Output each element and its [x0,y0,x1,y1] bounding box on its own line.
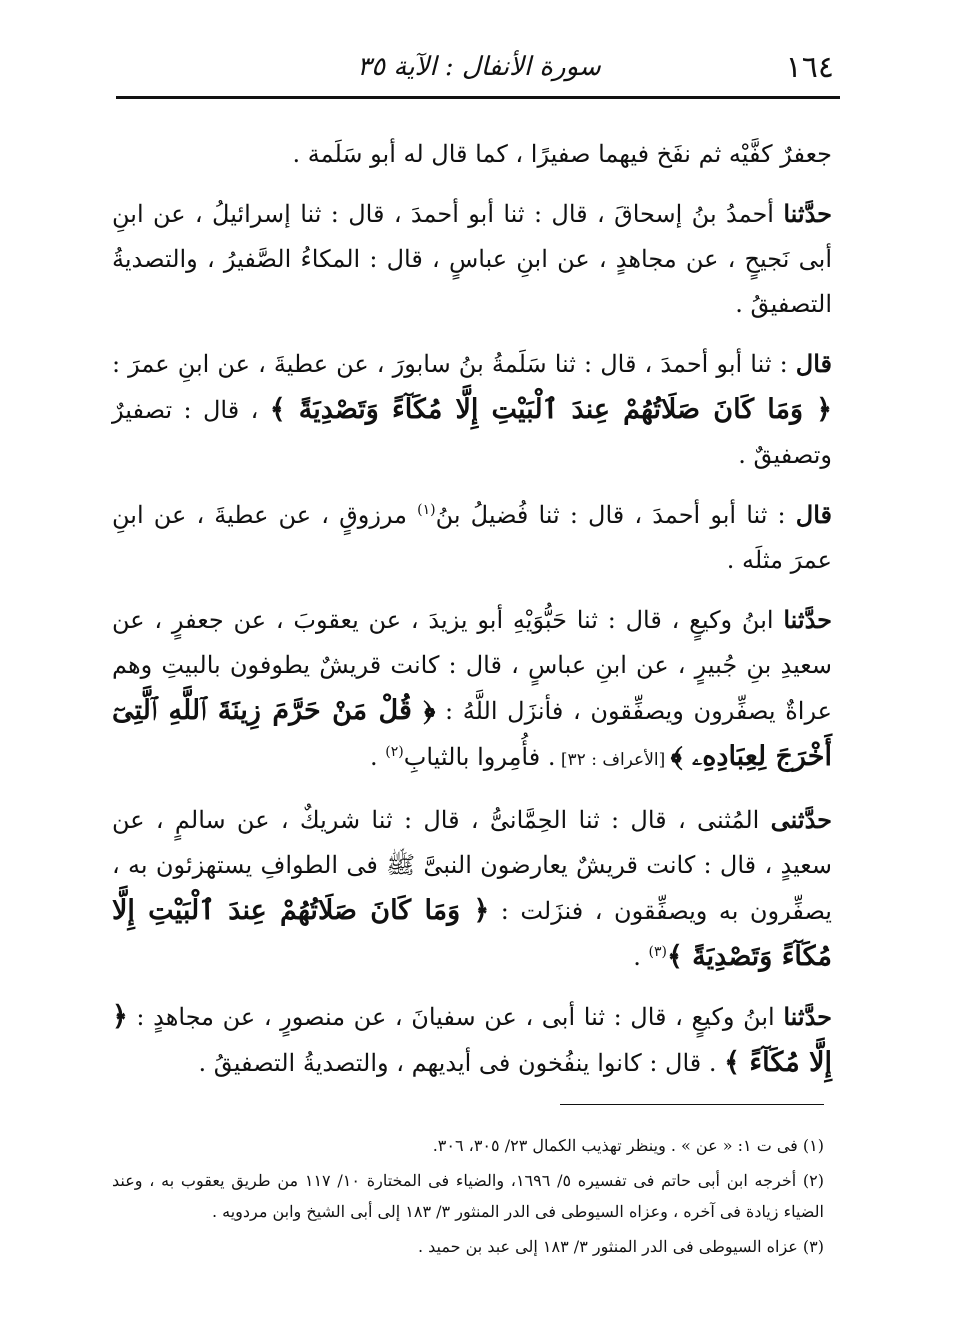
footnote-ref[interactable]: (١) [417,502,436,518]
paragraph-4 [112,492,832,583]
paragraph-3 [112,341,832,478]
paragraph-6 [112,797,832,980]
narration-lead: قال [795,500,832,529]
paragraph-text: المُثنى ، قال : ثنا الحِمَّانىُّ ، قال : ثنا شريكٌ ، عن سالمٍ ، عن سعيدٍ ، قال : كانت قريشٌ يعارضون النبىَّ ﷺ فى الطوافِ يستهزئون به ، يصفِّرون به ويصفِّقون ، فنزَلت : [112,806,832,925]
header-divider [116,96,840,99]
page-header [118,44,840,96]
paragraph-text: : ثنا أبو أحمدَ ، قال : ثنا سَلَمةُ بنُ سابورَ ، عن عطيةَ ، عن ابنِ عمرَ : [112,350,796,378]
paragraph-5 [112,597,832,783]
narration-lead: حدَّثنا [783,605,832,634]
paragraph-text: . قال : كانوا ينفُخون فى أيديهم ، والتصديةُ التصفيقُ . [198,1049,725,1077]
main-text [112,132,832,1100]
footnotes [112,1130,824,1266]
narration-lead: حدَّثنا [783,1002,832,1031]
footnote-1: (١) فى ت ١: « عن » . وينظر تهذيب الكمال ٢٣/ ٣٠٥، ٣٠٦. [432,1136,824,1155]
paragraph-1 [112,132,832,177]
narration-lead: حدَّثنا [783,199,833,228]
footnote-ref[interactable]: (٢) [385,744,404,760]
paragraph-text: . [633,943,649,971]
quran-verse: ﴿ قُلْ مَنْ حَرَّمَ زِينَةَ ٱللَّهِ ٱلَّتِىٓ أَخْرَجَ لِعِبَادِهِۦ ﴾ [112,695,832,772]
surah-reference: [الأعراف : ٣٢] [555,750,671,770]
footnote-3: (٣) عزاه السيوطى فى الدر المنثور ٣/ ١٨٣ إلى عبد بن حميد . [417,1237,824,1256]
paragraph-text: جعفرٌ كفَّيْه ثم نفَخ فيهما صفيرًا ، كما قال له أبو سَلَمة . [292,140,832,168]
narration-lead: قال [795,349,832,378]
paragraph-text: . فأُمِروا بالثيابِ [403,743,556,771]
paragraph-text: أحمدُ بنُ إسحاقَ ، قال : ثنا أبو أحمدَ ، قال : ثنا إسرائيلُ ، عن ابنِ أبى نَجيحٍ ، عن مجاهدٍ ، عن ابنِ عباسٍ ، قال : المكاءُ الصَّفيرُ ، والتصديةُ التصفيقُ . [112,200,832,318]
paragraph-text: ابنُ وكيعٍ ، قال : ثنا أبى ، عن سفيانَ ، عن منصورٍ ، عن مجاهدٍ : [127,1003,784,1031]
quran-verse: ﴿ وَمَا كَانَ صَلَاتُهُمْ عِندَ ٱلْبَيْتِ إِلَّا مُكَآءً وَتَصْدِيَةً ﴾ [112,895,832,972]
footnote-divider [560,1104,824,1105]
footnote-ref[interactable]: (٣) [648,944,667,960]
running-title: سورة الأنفال : الآية ٣٥ [357,52,601,82]
footnote-2: (٢) أخرجه ابن أبى حاتم فى تفسيره ٥/ ١٦٩٦، والضياء فى المختارة ١٠/ ١١٧ من طريق يعقوب به ، وعند الضياء زيادة فى آخره ، وعزاه السيوطى فى الدر المنثور ٣/ ١٨٣ إلى أبى الشيخ وابن مردويه . [112,1171,824,1221]
paragraph-7 [112,994,832,1086]
quran-verse: ﴿ وَمَا كَانَ صَلَاتُهُمْ عِندَ ٱلْبَيْتِ إِلَّا مُكَآءً وَتَصْدِيَةً ﴾ [269,394,833,425]
paragraph-text: ، قال : تصفيرٌ وتصفيقٌ . [112,396,832,469]
quran-verse: ﴿ إِلَّا مُكَآءً ﴾ [112,1001,832,1078]
paragraph-text: ابنُ وكيعٍ ، قال : ثنا حَبُّوَيْهِ أبو يزيدَ ، عن يعقوبَ ، عن جعفرٍ ، عن سعيدِ بنِ جُبيرٍ ، عن ابنِ عباسٍ ، قال : كانت قريشٌ يطوفون بالبيتِ وهم عراةٌ يصفِّرون ويصفِّقون ، فأنزَل اللَّهُ : [112,606,833,725]
paragraph-text: : ثنا أبو أحمدَ ، قال : ثنا فُضيلُ بنُ [435,501,796,529]
narration-lead: حدَّثنى [770,805,832,834]
paragraph-text: . [370,743,386,771]
paragraph-2 [112,191,832,327]
page-number: ١٦٤ [785,50,834,85]
paragraph-text: مرزوقٍ ، عن عطيةَ ، عن ابنِ عمرَ مثلَه . [112,501,832,574]
